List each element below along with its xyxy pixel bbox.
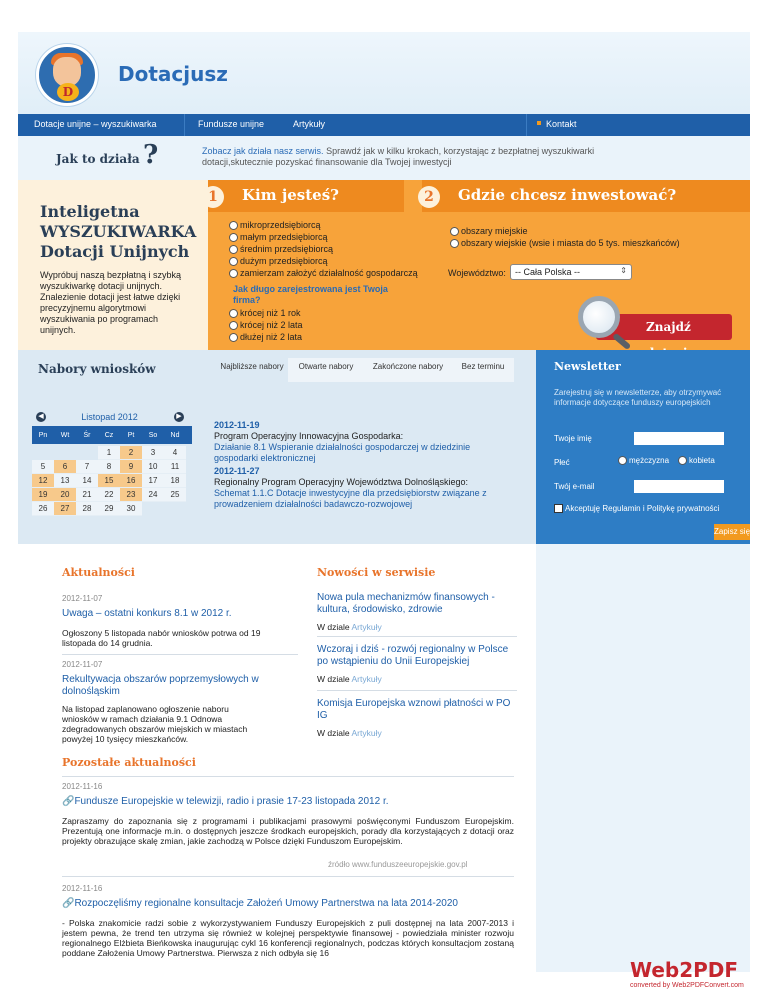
search-intro [18, 180, 208, 350]
option-label: krócej niż 1 rok [240, 308, 301, 318]
brand-name[interactable]: Dotacjusz [118, 62, 228, 86]
calendar-day[interactable]: 26 [32, 502, 54, 516]
question-mark-icon: ? [143, 140, 159, 170]
intro-title: Inteligetna WYSZUKIWARKA Dotacji Unijnych [40, 202, 197, 261]
calendar-day[interactable]: 18 [164, 474, 186, 488]
calendar-day[interactable]: 28 [76, 502, 98, 516]
calendar-day[interactable]: 14 [76, 474, 98, 488]
select-arrow-icon: ⇕ [620, 266, 627, 275]
sex-option-male[interactable] [618, 456, 669, 465]
section-link[interactable]: Artykuły [351, 728, 382, 738]
how-link[interactable]: Zobacz jak działa nasz serwis. [202, 146, 324, 156]
calendar-day[interactable]: 7 [76, 460, 98, 474]
calendar-day[interactable]: 25 [164, 488, 186, 502]
calendar-empty [32, 446, 54, 460]
radio-button[interactable] [229, 233, 238, 242]
prev-month-icon[interactable]: ◀ [36, 412, 46, 422]
calendar-day[interactable]: 30 [120, 502, 142, 516]
nav-bullet-icon [537, 121, 541, 125]
radio-button[interactable] [229, 257, 238, 266]
who-option-small[interactable] [229, 232, 328, 242]
how-title[interactable]: Jak to działa [56, 152, 140, 166]
main-nav [18, 114, 750, 136]
section-link[interactable]: Artykuły [351, 622, 382, 632]
news-headline[interactable]: Uwaga – ostatni konkurs 8.1 w 2012 r. [62, 608, 232, 619]
section-ref [317, 622, 382, 632]
tab-nearest[interactable]: Najbliższe nabory [216, 358, 288, 382]
radio-button[interactable] [229, 221, 238, 230]
tab-closed[interactable]: Zakończone nabory [364, 358, 452, 382]
calendar-day[interactable]: 19 [32, 488, 54, 502]
weekday: So [148, 431, 158, 439]
option-label: obszary miejskie [461, 226, 528, 236]
how-text: Sprawdź jak w kilku krokach, korzystając z bezpłatnej wyszukiwarki dotacji,skutecznie pozyskać finansowanie dla Twojej inwestycji [202, 146, 595, 167]
divider [62, 776, 514, 777]
next-month-icon[interactable]: ▶ [174, 412, 184, 422]
tab-open[interactable]: Otwarte nabory [288, 358, 364, 382]
search-panel [18, 180, 750, 350]
nav-separator [526, 114, 527, 136]
option-label: mikroprzedsiębiorcą [240, 220, 321, 230]
divider [62, 876, 514, 877]
option-label: kobieta [689, 456, 715, 465]
option-label: mężczyzna [629, 456, 670, 465]
calendar-day[interactable]: 3 [142, 446, 164, 460]
intro-text: Wypróbuj naszą bezpłatną i szybką wyszukiwarkę dotacji unijnych. Znalezienie dotacji jest łatwe dzięki precyzyjnemu algorytmowi wyszukiwania po programach unijnych. [40, 270, 181, 335]
calendar-header [32, 410, 192, 426]
age-option-1[interactable] [229, 308, 301, 318]
weekday: Pn [38, 431, 48, 439]
calendar-day[interactable]: 21 [76, 488, 98, 502]
calendar-day[interactable]: 24 [142, 488, 164, 502]
other-news [18, 752, 536, 972]
weekday: Śr [83, 431, 91, 439]
who-option-medium[interactable] [229, 244, 333, 254]
link-icon: 🔗 [62, 796, 75, 807]
radio-button[interactable] [618, 456, 627, 465]
logo[interactable] [36, 44, 98, 106]
calendar-day[interactable]: 12 [32, 474, 54, 488]
headline-text: Rozpoczęliśmy regionalne konsultacje Założeń Umowy Partnerstwa na lata 2014-2020 [74, 898, 458, 909]
news-date: 2012-11-16 [62, 782, 103, 791]
divider [317, 636, 517, 637]
how-it-works [18, 136, 750, 180]
headline-text: Fundusze Europejskie w telewizji, radio i prasie 17-23 listopada 2012 r. [74, 796, 389, 807]
news-body: - Polska znakomicie radzi sobie z wykorzystywaniem Funduszy Europejskich z puli dostępnej na lata 2007-2013 i jestem pewna, że trend ten utrzyma się również w kolejnej perspektywie finansowej - powiedziała minister rozwoju regionalnego Elżbieta Bieńkowska inaugurując cykl 16 konferencji regionalnych, podczas których konsultacjom zostaną poddane Założenia Umowy Partnerstwa. Pierwsza z nich odbyła się 16 [62, 918, 514, 958]
news-body: Na listopad zaplanowano ogłoszenie naboru wniosków w ramach działania 9.1 Odnowa zdegradowanych obszarów miejskich w miastach powyżej 10 tysięcy mieszkańców. [62, 704, 248, 744]
weekday: Wt [60, 431, 70, 439]
call-date: 2012-11-27 [214, 466, 260, 476]
option-label: małym przedsiębiorcą [240, 232, 328, 242]
news-headline[interactable] [62, 796, 389, 807]
new-content-column [313, 544, 536, 752]
name-input[interactable] [634, 432, 724, 445]
calendar-empty [76, 446, 98, 460]
section-prefix: W dziale [317, 674, 350, 684]
calendar-day[interactable]: 6 [54, 460, 76, 474]
news-date: 2012-11-07 [62, 660, 103, 669]
call-scheme[interactable]: Schemat 1.1.C Dotacje inwestycyjne dla przedsiębiorstw związane z prowadzeniem działalności badawczo-rozwojowej [214, 488, 487, 509]
option-label: zamierzam założyć działalność gospodarczą [240, 268, 418, 278]
call-date: 2012-11-19 [214, 420, 260, 430]
option-label: krócej niż 2 lata [240, 320, 303, 330]
calendar-day[interactable]: 2 [120, 446, 142, 460]
option-label: średnim przedsiębiorcą [240, 244, 334, 254]
calendar-empty [54, 446, 76, 460]
news-column [18, 544, 313, 752]
new-content-title: Nowości w serwisie [317, 566, 436, 579]
news-body: Ogłoszony 5 listopada nabór wniosków potrwa od 19 listopada do 14 grudnia. [62, 628, 261, 648]
nav-item-artykuly[interactable]: Artykuły [293, 119, 326, 129]
age-option-3[interactable] [229, 332, 302, 342]
option-label: dużym przedsiębiorcą [240, 256, 328, 266]
weekday: Cz [104, 431, 114, 439]
calendar-empty [164, 502, 186, 516]
calendar-day[interactable]: 17 [142, 474, 164, 488]
news-headline[interactable] [62, 898, 458, 909]
call-program: Program Operacyjny Innowacyjna Gospodarka: [214, 431, 404, 441]
calls-panel [196, 350, 536, 544]
sex-label: Płeć [554, 458, 570, 467]
newsletter [536, 350, 750, 544]
web2pdf-logo: Web2PDF [630, 958, 739, 982]
calendar-day[interactable]: 27 [54, 502, 76, 516]
news-body: Zapraszamy do zapoznania się z programami i publikacjami prasowymi poświęconymi Funduszom Europejskim. Prezentują one informacje m.in. o dostępnych jeszcze środkach europejskich, porady dla korzystających z dotacji oraz projekty obrazujące skalę zmian, jakie zachodzą w Polsce dzięki Funduszom Europejskim. [62, 816, 514, 846]
calendar-day[interactable]: 29 [98, 502, 120, 516]
calendar-day[interactable]: 23 [120, 488, 142, 502]
web2pdf-caption: converted by Web2PDFConvert.com [630, 982, 744, 989]
step2-number: 2 [418, 186, 440, 208]
step1-title: Kim jesteś? [242, 186, 339, 204]
weekday: Pt [127, 431, 135, 439]
tab-no-deadline[interactable]: Bez terminu [452, 358, 514, 382]
step2-title: Gdzie chcesz inwestować? [458, 186, 677, 204]
section-prefix: W dziale [317, 728, 350, 738]
where-option-urban[interactable] [450, 226, 528, 236]
web2pdf-watermark[interactable] [630, 958, 744, 989]
calendar-day[interactable]: 15 [98, 474, 120, 488]
logo-badge: D [57, 83, 79, 101]
newsletter-desc: Zarejestruj się w newsletterze, aby otrzymywać informacje dotyczące funduszy europejskich [554, 388, 722, 407]
divider [62, 654, 298, 655]
news-date: 2012-11-16 [62, 884, 103, 893]
calendar-day[interactable]: 10 [142, 460, 164, 474]
who-option-startup[interactable] [229, 268, 418, 278]
radio-button[interactable] [450, 227, 459, 236]
nav-item-fundusze[interactable]: Fundusze unijne [198, 119, 265, 129]
calls-title: Nabory wniosków [38, 362, 156, 376]
news-source[interactable]: źródło www.funduszeeuropejskie.gov.pl [328, 860, 468, 869]
radio-button[interactable] [229, 245, 238, 254]
email-input[interactable] [634, 480, 724, 493]
voivodeship-select[interactable] [510, 264, 632, 280]
who-option-micro[interactable] [229, 220, 321, 230]
radio-button[interactable] [450, 239, 459, 248]
where-option-rural[interactable] [450, 238, 680, 248]
find-grant-button[interactable]: Znajdź [596, 314, 732, 340]
radio-button[interactable] [229, 269, 238, 278]
call-item [214, 466, 514, 510]
side-column [536, 544, 750, 972]
option-label: obszary wiejskie (wsie i miasta do 5 tys. mieszkańców) [461, 238, 680, 248]
how-description [202, 146, 622, 168]
call-scheme[interactable]: Działanie 8.1 Wspieranie działalności gospodarczej w dziedzinie gospodarki elektronicznej [214, 442, 471, 463]
calendar-day[interactable]: 4 [164, 446, 186, 460]
new-content-headline[interactable]: Nowa pula mechanizmów finansowych - kultura, środowisko, zdrowie [317, 592, 495, 615]
section-ref [317, 728, 382, 738]
calendar-empty [142, 502, 164, 516]
how-long-question: Jak długo zarejestrowana jest Twoja firma? [233, 284, 388, 305]
radio-button[interactable] [229, 333, 238, 342]
magnifier-icon [578, 296, 620, 338]
nav-item-kontakt[interactable]: Kontakt [546, 119, 577, 129]
radio-button[interactable] [229, 309, 238, 318]
new-content-headline[interactable]: Wczoraj i dziś - rozwój regionalny w Polsce po wstąpieniu do Unii Europejskiej [317, 644, 509, 667]
email-label: Twój e-mail [554, 482, 595, 491]
accept-terms[interactable] [554, 504, 719, 513]
page [18, 32, 750, 972]
calendar-day[interactable]: 5 [32, 460, 54, 474]
calendar-day[interactable]: 20 [54, 488, 76, 502]
calendar-day[interactable]: 16 [120, 474, 142, 488]
age-option-2[interactable] [229, 320, 303, 330]
other-news-title: Pozostałe aktualności [62, 756, 196, 769]
sex-option-female[interactable] [678, 456, 715, 465]
nav-separator [184, 114, 185, 136]
section-ref [317, 674, 382, 684]
call-item [214, 420, 514, 464]
section-prefix: W dziale [317, 622, 350, 632]
voivodeship-label: Województwo: [448, 268, 506, 278]
news-title: Aktualności [62, 566, 135, 579]
calendar-weekdays [32, 426, 192, 444]
calendar-grid [32, 446, 192, 516]
new-content-headline[interactable]: Komisja Europejska wznowi płatności w PO IG [317, 698, 511, 721]
subscribe-button[interactable]: Zapisz się [714, 524, 750, 540]
option-label: dłużej niż 2 lata [240, 332, 303, 342]
checkbox[interactable] [554, 504, 563, 513]
link-icon: 🔗 [62, 898, 75, 909]
calendar-day[interactable]: 22 [98, 488, 120, 502]
step1-number: 1 [202, 186, 224, 208]
newsletter-title: Newsletter [554, 360, 621, 373]
radio-button[interactable] [678, 456, 687, 465]
calendar [32, 410, 192, 516]
radio-button[interactable] [229, 321, 238, 330]
nav-item-wyszukiwarka[interactable]: Dotacje unijne – wyszukiwarka [34, 119, 157, 129]
news-headline[interactable]: Rekultywacja obszarów poprzemysłowych w dolnośląskim [62, 674, 259, 697]
calendar-month: Listopad 2012 [81, 412, 138, 422]
news-date: 2012-11-07 [62, 594, 103, 603]
section-link[interactable]: Artykuły [351, 674, 382, 684]
weekday: Nd [170, 431, 180, 439]
calendar-day[interactable]: 8 [98, 460, 120, 474]
header [18, 32, 750, 114]
accept-label: Akceptuję Regulamin i Politykę prywatności [565, 504, 720, 513]
name-label: Twoje imię [554, 434, 592, 443]
who-option-large[interactable] [229, 256, 328, 266]
calendar-day[interactable]: 13 [54, 474, 76, 488]
calls-sidebar [18, 350, 196, 544]
calendar-day[interactable]: 1 [98, 446, 120, 460]
call-program: Regionalny Program Operacyjny Województwa Dolnośląskiego: [214, 477, 468, 487]
select-value: -- Cała Polska -- [515, 267, 581, 277]
divider [317, 690, 517, 691]
calendar-day[interactable]: 9 [120, 460, 142, 474]
calendar-day[interactable]: 11 [164, 460, 186, 474]
